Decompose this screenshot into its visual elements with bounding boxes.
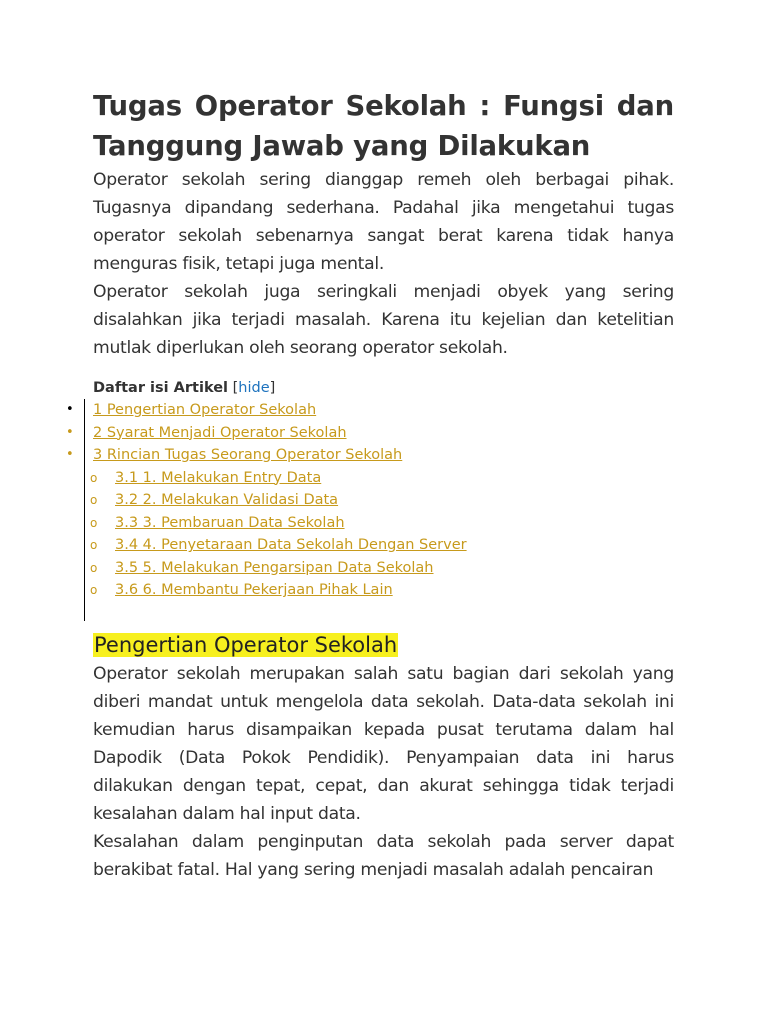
bullet-icon: • [66,424,74,440]
toc-bracket-open: [ [228,380,239,396]
section-heading-text: Pengertian Operator Sekolah [94,632,398,657]
toc-divider [84,399,85,621]
toc-link[interactable]: 3.2 2. Melakukan Validasi Data [115,492,339,508]
toc-subitem-pembaruan-data [90,512,674,535]
bullet-icon: • [66,447,74,462]
toc-link[interactable]: 3.6 6. Membantu Pekerjaan Pihak Lain [115,582,393,598]
toc-link[interactable]: 3.4 4. Penyetaraan Data Sekolah Dengan Server [115,537,467,553]
toc-list [66,399,674,602]
toc-item-rincian [66,444,674,467]
circle-bullet-icon: o [90,583,98,597]
toc-subitem-pengarsipan-data [90,557,674,580]
section-heading [93,630,674,660]
circle-bullet-icon: o [90,470,98,485]
toc-subitem-penyetaraan-data [90,534,674,557]
toc-link[interactable]: 3.5 5. Melakukan Pengarsipan Data Sekolah [115,559,434,576]
section-paragraph-1: Operator sekolah merupakan salah satu bagian dari sekolah yang diberi mandat untuk mengelola data sekolah. Data-data sekolah ini kemudian harus disampaikan kepada pusat terutama dalam hal Dapodik (Data Pokok Pendidik). Penyampaian data ini harus dilakukan dengan tepat, cepat, dan akurat sehingga tidak terjadi kesalahan dalam hal input data. [93,663,674,824]
toc-subitem-validasi-data [90,489,674,512]
intro-paragraph-2: Operator sekolah juga seringkali menjadi obyek yang sering disalahkan jika terjadi masalah. Karena itu kejelian dan ketelitian mutlak diperlukan oleh seorang operator sekolah. [93,282,674,358]
toc-subitem-membantu-pihak-lain [90,579,674,602]
toc-link[interactable]: 3.1 1. Melakukan Entry Data [115,469,322,486]
circle-bullet-icon: o [90,538,98,552]
toc-hide-link[interactable]: hide [238,380,270,396]
toc-header [93,377,674,399]
circle-bullet-icon: o [90,515,98,530]
article-title: Tugas Operator Sekolah : Fungsi dan Tanggung Jawab yang Dilakukan [93,90,674,162]
toc-item-syarat [66,422,674,445]
circle-bullet-icon: o [90,493,98,507]
toc-link[interactable]: 3 Rincian Tugas Seorang Operator Sekolah [93,447,403,463]
section-paragraph-2: Kesalahan dalam penginputan data sekolah pada server dapat berakibat fatal. Hal yang sering menjadi masalah adalah pencairan [93,831,674,880]
table-of-contents [66,377,674,602]
circle-bullet-icon: o [90,560,98,575]
intro-paragraph-1: Operator sekolah sering dianggap remeh oleh berbagai pihak. Tugasnya dipandang sederhana. Padahal jika mengetahui tugas operator sekolah sebenarnya sangat berat karena tidak hanya menguras fisik, tetapi juga mental. [93,170,674,274]
bullet-icon: • [66,402,74,417]
toc-link[interactable]: 3.3 3. Pembaruan Data Sekolah [115,514,345,531]
toc-link[interactable]: 1 Pengertian Operator Sekolah [93,402,317,418]
toc-link[interactable]: 2 Syarat Menjadi Operator Sekolah [93,424,347,441]
article [66,86,674,884]
toc-bracket-close: ] [269,380,276,396]
toc-heading: Daftar isi Artikel [93,380,228,396]
toc-subitem-entry-data [90,467,674,490]
toc-item-pengertian [66,399,674,422]
